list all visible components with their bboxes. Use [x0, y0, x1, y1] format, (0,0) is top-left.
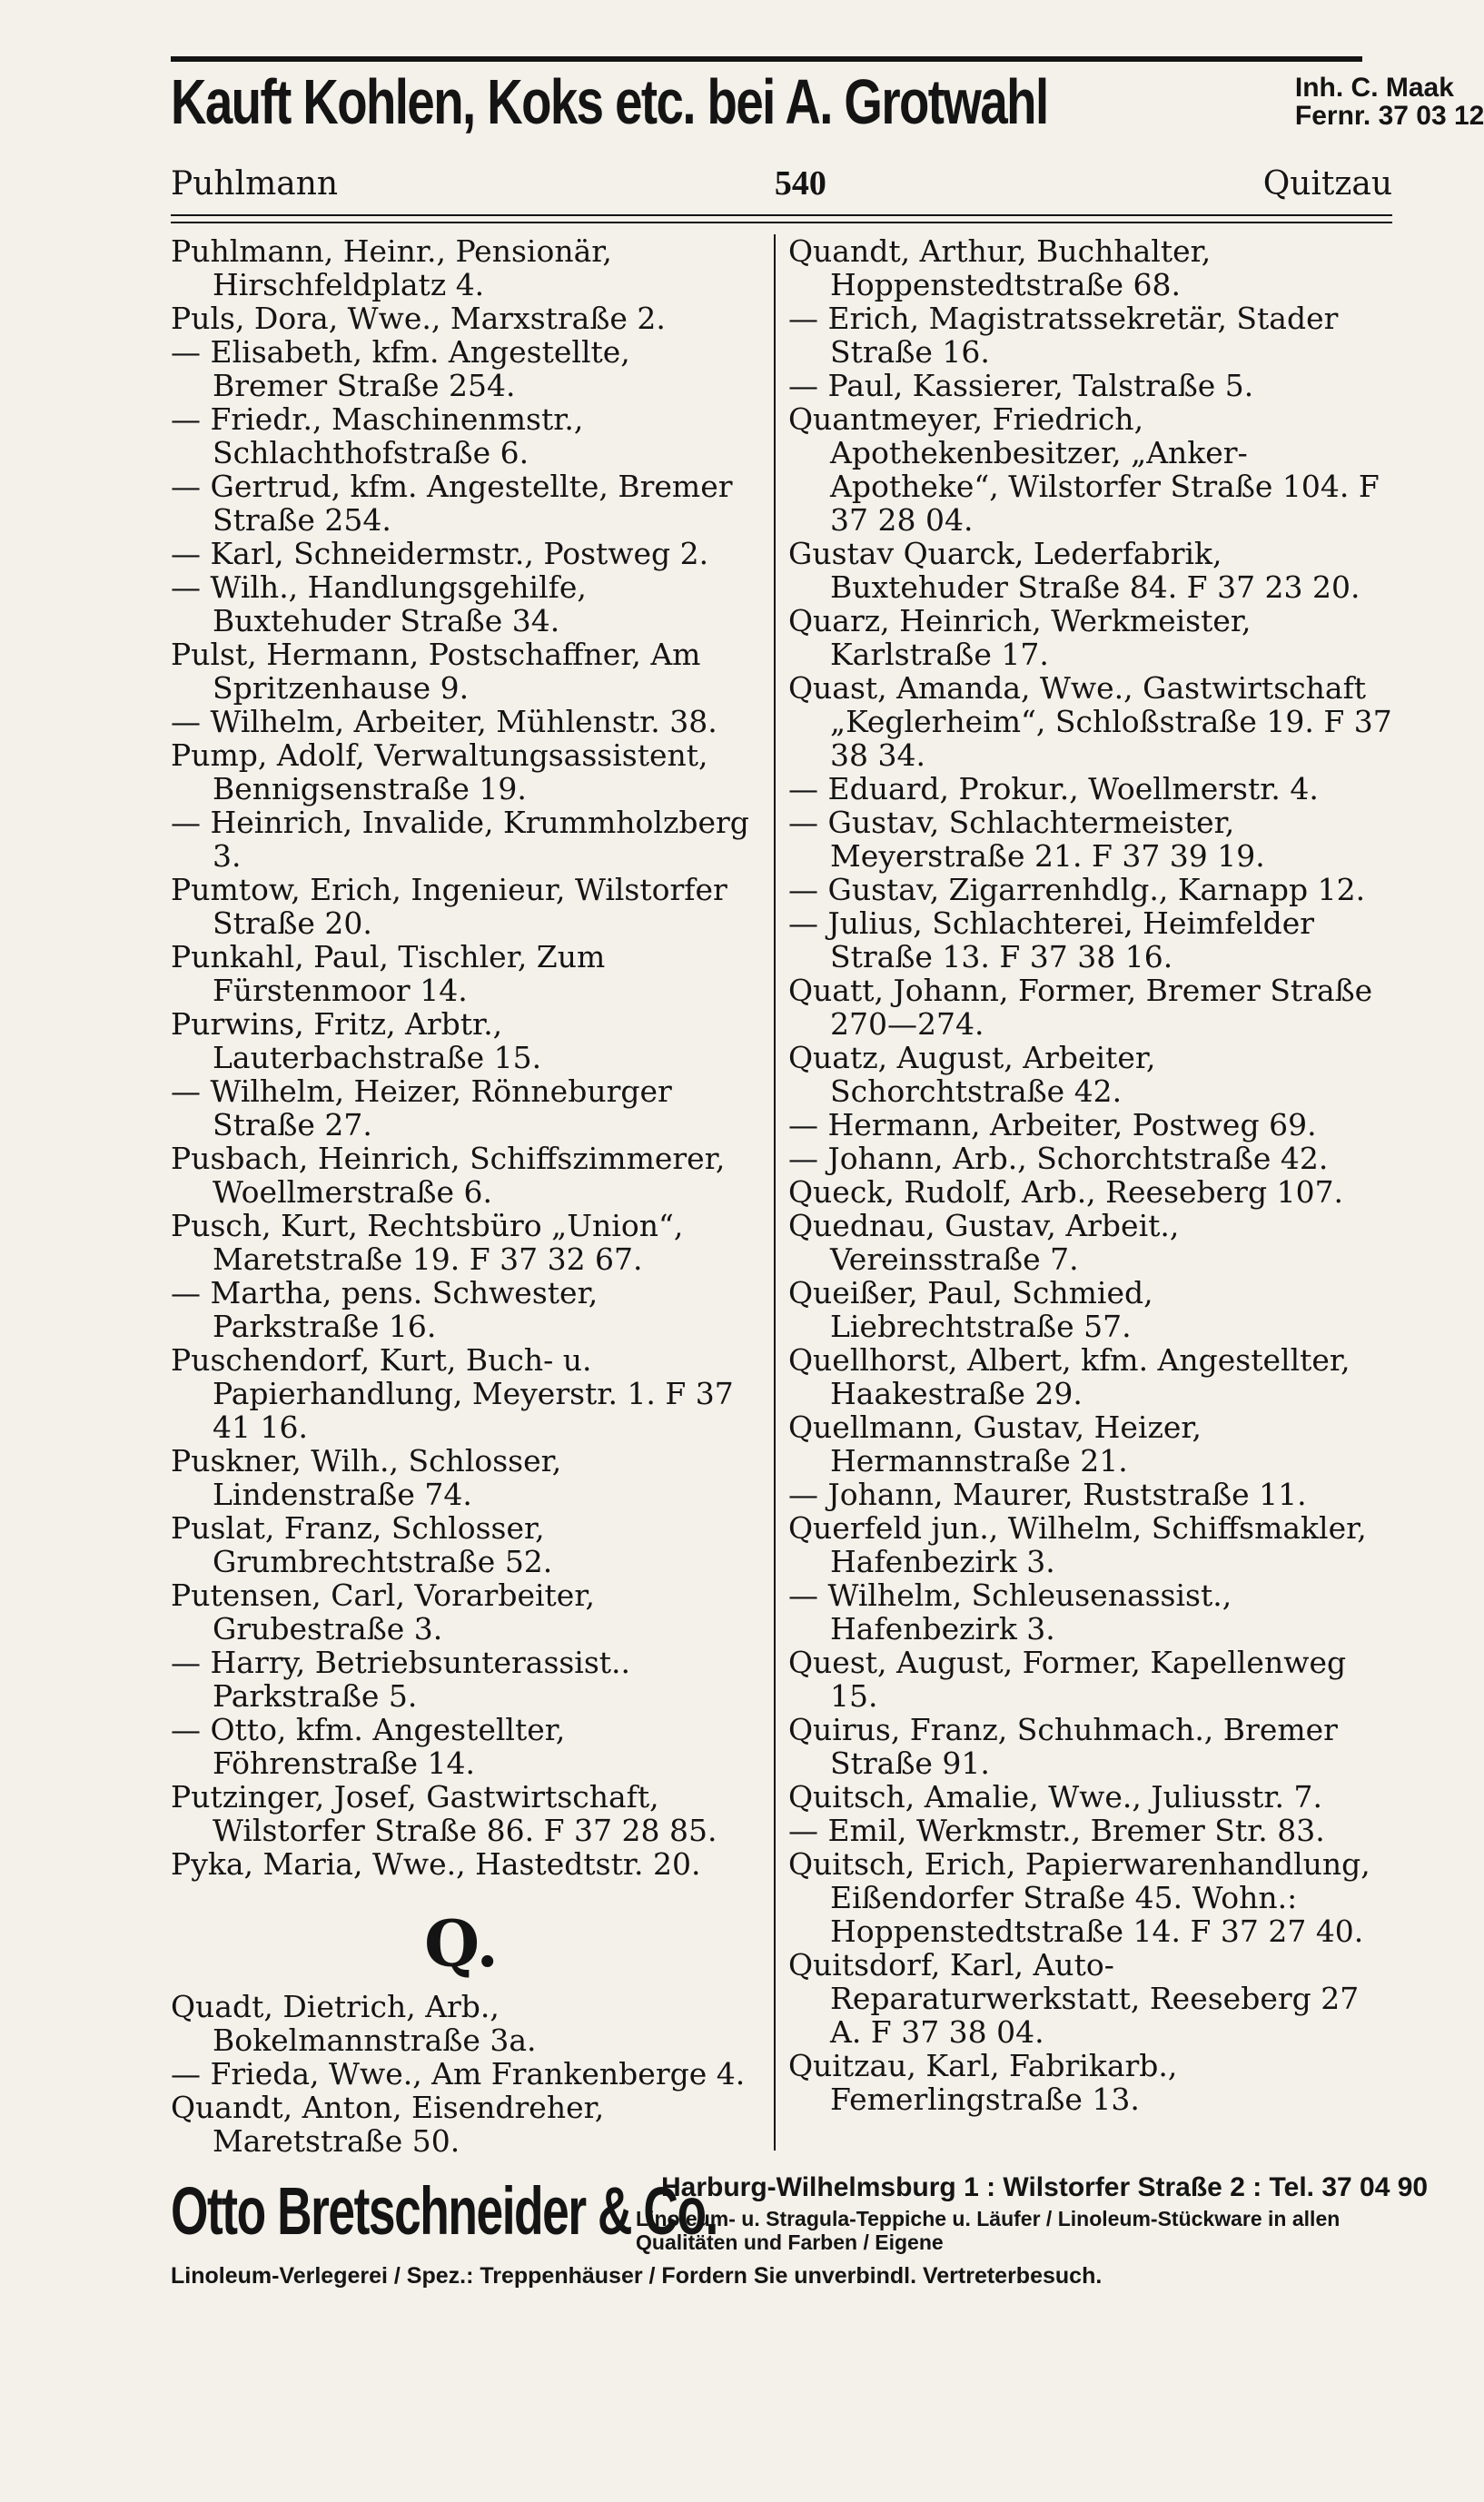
- directory-entry: Pusbach, Heinrich, Schiffszimmerer, Woellmerstraße 6.: [171, 1141, 726, 1210]
- directory-entry: — Paul, Kassierer, Talstraße 5.: [788, 368, 1254, 403]
- header-rule: [171, 214, 1392, 223]
- directory-entry: — Gertrud, kfm. Angestellte, Bremer Straße 254.: [171, 469, 733, 538]
- directory-entry: Quadt, Dietrich, Arb., Bokelmannstraße 3a.: [171, 1989, 537, 2058]
- directory-entry: — Harry, Betriebsunterassist.. Parkstraße 5.: [171, 1645, 631, 1714]
- directory-entry: — Gustav, Zigarrenhdlg., Karnapp 12.: [788, 872, 1366, 907]
- directory-entry: — Frieda, Wwe., Am Frankenberge 4.: [171, 2056, 746, 2092]
- directory-entry: — Johann, Arb., Schorchtstraße 42.: [788, 1141, 1329, 1176]
- directory-entry: Quitsch, Amalie, Wwe., Juliusstr. 7.: [788, 1779, 1322, 1815]
- right-entry-list: [788, 234, 1392, 2116]
- directory-entry: Quitzau, Karl, Fabrikarb., Femerlingstraße 13.: [788, 2048, 1178, 2117]
- header-first-name: Puhlmann: [171, 165, 339, 203]
- directory-entry: Quitsch, Erich, Papierwarenhandlung, Eißendorfer Straße 45. Wohn.: Hoppenstedtstraße 14. F 37 27 40.: [788, 1846, 1370, 1949]
- directory-entry: — Karl, Schneidermstr., Postweg 2.: [171, 536, 709, 571]
- directory-entry: Quitsdorf, Karl, Auto-Reparaturwerkstatt, Reeseberg 27 A. F 37 38 04.: [788, 1947, 1360, 2050]
- left-entry-list: [171, 234, 752, 1881]
- page-number: 540: [774, 164, 826, 203]
- directory-entry: — Julius, Schlachterei, Heimfelder Straße 13. F 37 38 16.: [788, 905, 1315, 974]
- directory-entry: Quandt, Anton, Eisendreher, Maretstraße 50.: [171, 2090, 605, 2159]
- directory-entry: — Erich, Magistratssekretär, Stader Straße 16.: [788, 301, 1339, 370]
- section-letter-q: Q.: [424, 1906, 499, 1982]
- directory-entry: Pumtow, Erich, Ingenieur, Wilstorfer Straße 20.: [171, 872, 727, 941]
- directory-entry: Putzinger, Josef, Gastwirtschaft, Wilstorfer Straße 86. F 37 28 85.: [171, 1779, 717, 1848]
- directory-entry: Quatz, August, Arbeiter, Schorchtstraße 42.: [788, 1040, 1156, 1109]
- ad-phone: Fernr. 37 03 12: [1294, 101, 1484, 131]
- directory-entry: Quarz, Heinrich, Werkmeister, Karlstraße 17.: [788, 603, 1252, 672]
- header-last-name: Quitzau: [1262, 165, 1392, 203]
- running-header: [171, 163, 1392, 211]
- directory-entry: Puhlmann, Heinr., Pensionär, Hirschfeldplatz 4.: [171, 233, 612, 302]
- directory-entry: Quast, Amanda, Wwe., Gastwirtschaft „Keglerheim“, Schloßstraße 19. F 37 38 34.: [788, 670, 1392, 773]
- directory-entry: Quellmann, Gustav, Heizer, Hermannstraße 21.: [788, 1409, 1202, 1478]
- left-q-entry-list: [171, 1990, 752, 2158]
- directory-entry: Quellhorst, Albert, kfm. Angestellter, Haakestraße 29.: [788, 1342, 1350, 1411]
- left-column: [171, 234, 752, 2158]
- ad-firm-services: Linoleum-Verlegerei / Spez.: Treppenhäuser / Fordern Sie unverbindl. Vertreterbesuch.: [171, 2263, 1103, 2289]
- directory-entry: — Wilh., Handlungsgehilfe, Buxtehuder Straße 34.: [171, 569, 587, 638]
- directory-entry: Puschendorf, Kurt, Buch- u. Papierhandlung, Meyerstr. 1. F 37 41 16.: [171, 1342, 734, 1445]
- directory-entry: — Wilhelm, Arbeiter, Mühlenstr. 38.: [171, 704, 717, 739]
- ad-firm-products: Linoleum- u. Stragula-Teppiche u. Läufer / Linoleum-Stückware in allen Qualitäten und Farben / Eigene: [636, 2207, 1341, 2254]
- directory-entry: — Martha, pens. Schwester, Parkstraße 16.: [171, 1275, 599, 1344]
- bottom-advertisement: [171, 2169, 1429, 2305]
- directory-entry: — Friedr., Maschinenmstr., Schlachthofstraße 6.: [171, 401, 584, 470]
- directory-entry: Quandt, Arthur, Buchhalter, Hoppenstedtstraße 68.: [788, 233, 1212, 302]
- directory-entry: Punkahl, Paul, Tischler, Zum Fürstenmoor 14.: [171, 939, 606, 1008]
- directory-entry: — Gustav, Schlachtermeister, Meyerstraße 21. F 37 39 19.: [788, 805, 1265, 874]
- directory-entry: Pyka, Maria, Wwe., Hastedtstr. 20.: [171, 1846, 701, 1882]
- ad-slogan: Kauft Kohlen, Koks etc. bei A. Grotwahl: [171, 66, 1048, 137]
- directory-entry: Quirus, Franz, Schuhmach., Bremer Straße 91.: [788, 1712, 1338, 1781]
- directory-entry: — Eduard, Prokur., Woellmerstr. 4.: [788, 771, 1319, 806]
- directory-entry: Puslat, Franz, Schlosser, Grumbrechtstraße 52.: [171, 1510, 553, 1579]
- directory-entry: Quednau, Gustav, Arbeit., Vereinsstraße 7.: [788, 1208, 1180, 1277]
- ad-firm-name: Otto Bretschneider & Co.: [171, 2173, 717, 2249]
- directory-entry: Quest, August, Former, Kapellenweg 15.: [788, 1645, 1347, 1714]
- ad-owner: Inh. C. Maak: [1294, 72, 1454, 103]
- directory-entry: Pulst, Hermann, Postschaffner, Am Spritzenhause 9.: [171, 637, 701, 706]
- directory-entry: Purwins, Fritz, Arbtr., Lauterbachstraße 15.: [171, 1006, 542, 1075]
- directory-entry: — Heinrich, Invalide, Krummholzberg 3.: [171, 805, 749, 874]
- directory-entry: Quatt, Johann, Former, Bremer Straße 270—274.: [788, 973, 1373, 1042]
- directory-entry: Puls, Dora, Wwe., Marxstraße 2.: [171, 301, 666, 336]
- directory-entry: — Elisabeth, kfm. Angestellte, Bremer Straße 254.: [171, 334, 630, 403]
- directory-entry: Queißer, Paul, Schmied, Liebrechtstraße 57.: [788, 1275, 1153, 1344]
- top-advertisement: [171, 56, 1484, 142]
- directory-entry: — Wilhelm, Heizer, Rönneburger Straße 27.: [171, 1073, 672, 1142]
- directory-entry: Pusch, Kurt, Rechtsbüro „Union“, Maretstraße 19. F 37 32 67.: [171, 1208, 684, 1277]
- ad-owner-box: [1295, 74, 1484, 131]
- directory-entry: Queck, Rudolf, Arb., Reeseberg 107.: [788, 1174, 1344, 1210]
- directory-entry: Putensen, Carl, Vorarbeiter, Grubestraße 3.: [171, 1577, 595, 1647]
- directory-entry: — Hermann, Arbeiter, Postweg 69.: [788, 1107, 1317, 1142]
- column-divider: [774, 234, 776, 2151]
- directory-entry: Quantmeyer, Friedrich, Apothekenbesitzer, „Anker-Apotheke“, Wilstorfer Straße 104. F 37 28 04.: [788, 401, 1380, 538]
- directory-entry: — Emil, Werkmstr., Bremer Str. 83.: [788, 1813, 1325, 1848]
- directory-entry: — Johann, Maurer, Ruststraße 11.: [788, 1477, 1307, 1512]
- directory-entry: Pump, Adolf, Verwaltungsassistent, Bennigsenstraße 19.: [171, 737, 708, 806]
- directory-entry: Puskner, Wilh., Schlosser, Lindenstraße 74.: [171, 1443, 562, 1512]
- directory-entry: — Otto, kfm. Angestellter, Föhrenstraße 14.: [171, 1712, 566, 1781]
- directory-entry: Querfeld jun., Wilhelm, Schiffsmakler, Hafenbezirk 3.: [788, 1510, 1367, 1579]
- directory-entry: — Wilhelm, Schleusenassist., Hafenbezirk 3.: [788, 1577, 1232, 1647]
- right-column: [788, 234, 1392, 2116]
- ad-firm-address: Harburg-Wilhelmsburg 1 : Wilstorfer Straße 2 : Tel. 37 04 90: [661, 2172, 1429, 2202]
- directory-entry: Gustav Quarck, Lederfabrik, Buxtehuder Straße 84. F 37 23 20.: [788, 536, 1360, 605]
